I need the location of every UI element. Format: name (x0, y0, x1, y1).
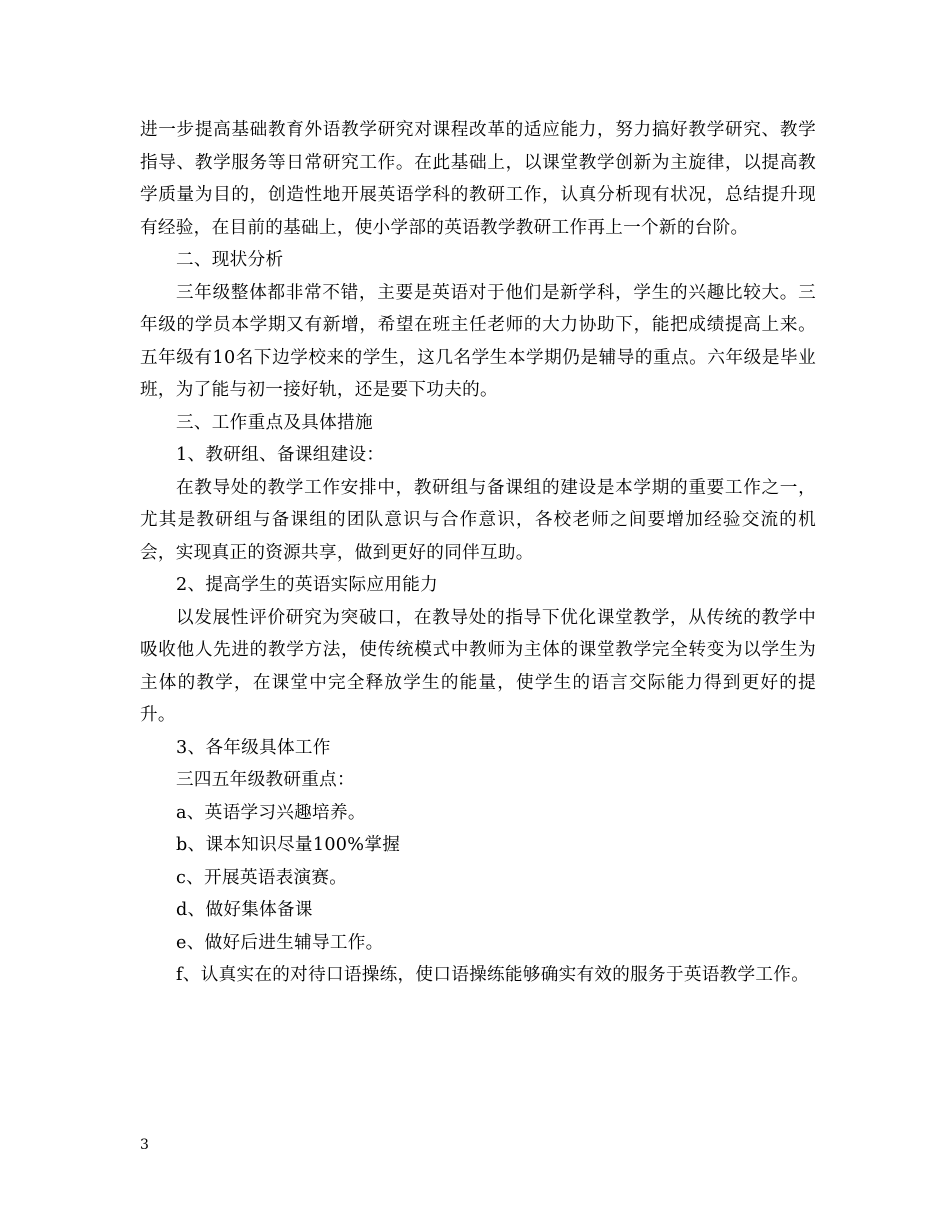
subheading-group-building: 1、教研组、备课组建设： (176, 445, 385, 465)
paragraph-status-analysis: 三年级整体都非常不错，主要是英语对于他们是新学科，学生的兴趣比较大。三年级的学员本学期又有新增，希望在班主任老师的大力协助下，能把成绩提高上来。五年级有10名下边学校来的学生，这几名学生本学期仍是辅导的重点。六年级是毕业班，为了能与初一接好轨，还是要下功夫的。 (140, 282, 816, 400)
list-heading-grade-focus: 三四五年级教研重点： (176, 770, 355, 790)
document-body (140, 114, 816, 992)
subheading-grade-work: 3、各年级具体工作 (176, 737, 331, 758)
page-number: 3 (140, 1137, 149, 1153)
section-heading-status-analysis: 二、现状分析 (176, 250, 284, 270)
section-heading-work-focus: 三、工作重点及具体措施 (176, 412, 373, 433)
list-item-b: b、课本知识尽量100%掌握 (176, 835, 401, 855)
paragraph-group-building: 在教导处的教学工作安排中，教研组与备课组的建设是本学期的重要工作之一，尤其是教研组与备课组的团队意识与合作意识，各校老师之间要增加经验交流的机会，实现真正的资源共享，做到更好的同伴互助。 (140, 477, 816, 563)
paragraph-english-ability: 以发展性评价研究为突破口，在教导处的指导下优化课堂教学，从传统的教学中吸收他人先进的教学方法，使传统模式中教师为主体的课堂教学完全转变为以学生为主体的教学，在课堂中完全释放学生的能量，使学生的语言交际能力得到更好的提升。 (140, 607, 816, 725)
list-item-d: d、做好集体备课 (176, 900, 313, 920)
list-item-a: a、英语学习兴趣培养。 (176, 802, 366, 823)
subheading-english-ability: 2、提高学生的英语实际应用能力 (176, 575, 439, 595)
list-item-e: e、做好后进生辅导工作。 (176, 932, 384, 953)
paragraph-intro-continued: 进一步提高基础教育外语教学研究对课程改革的适应能力，努力搞好教学研究、教学指导、教学服务等日常研究工作。在此基础上，以课堂教学创新为主旋律，以提高教学质量为目的，创造性地开展英语学科的教研工作，认真分析现有状况，总结提升现有经验，在目前的基础上，使小学部的英语教学教研工作再上一个新的台阶。 (140, 120, 816, 238)
list-item-f: f、认真实在的对待口语操练，使口语操练能够确实有效的服务于英语教学工作。 (176, 965, 810, 985)
list-item-c: c、开展英语表演赛。 (176, 867, 348, 888)
